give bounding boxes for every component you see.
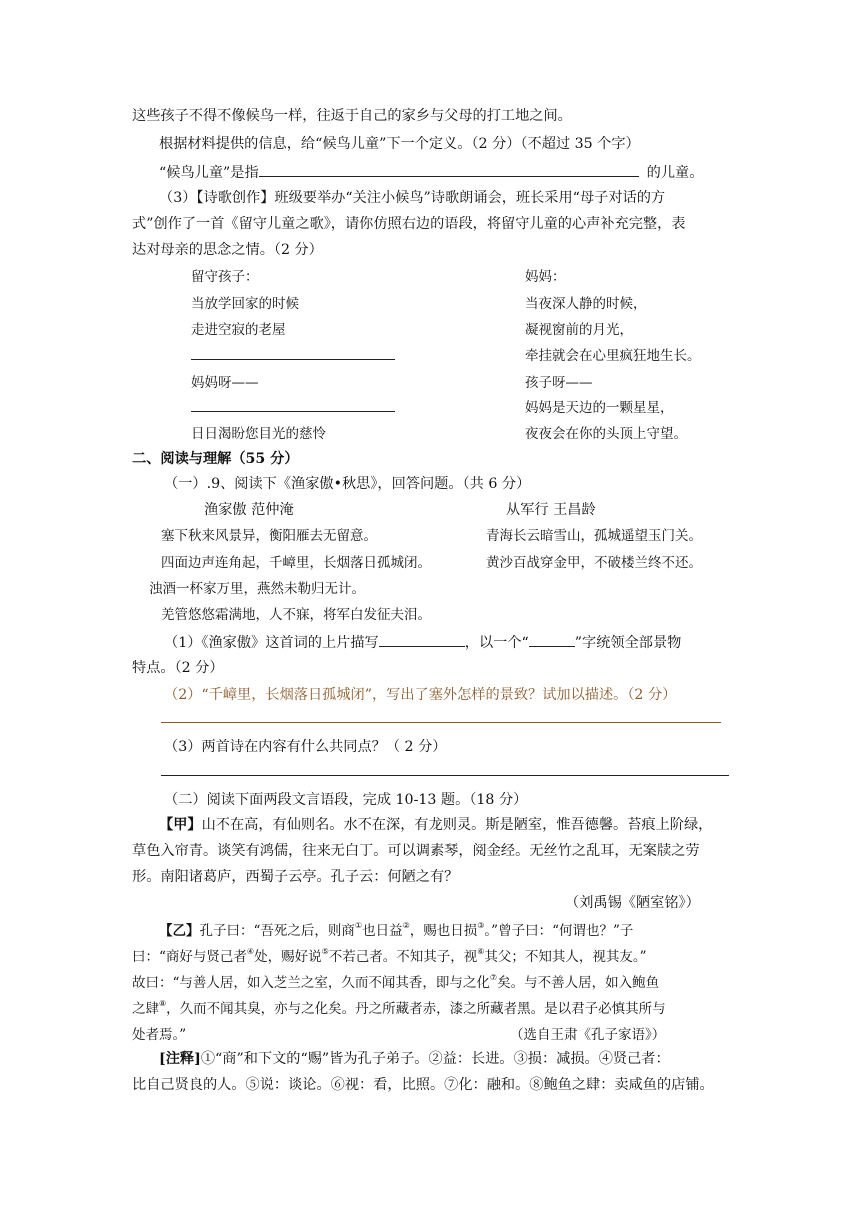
yi-text: 故曰：“与善人居，如入芝兰之室，久而不闻其香，即与之化 xyxy=(132,975,490,991)
yi-source: （选自王肃《孔子家语》） xyxy=(510,1027,666,1043)
define-prompt: 根据材料提供的信息，给“候鸟儿童”下一个定义。（2 分）（不超过 35 个字） xyxy=(159,136,640,152)
define-start: “候鸟儿童”是指 xyxy=(159,165,259,181)
define-end: 的儿童。 xyxy=(646,165,704,181)
yi-text: 之肆 xyxy=(132,1001,159,1017)
poem1-line: 浊酒一杯家万里，燕然未勒归无计。 xyxy=(149,581,365,597)
yi-tag: 【乙】 xyxy=(159,923,200,939)
note-mark: ⑧ xyxy=(159,998,167,1008)
poem1-title: 渔家傲 范仲淹 xyxy=(204,502,294,518)
note-mark: ① xyxy=(354,920,363,930)
note-mark: ③ xyxy=(477,920,485,930)
poem2-line: 黄沙百战穿金甲，不破楼兰终不还。 xyxy=(486,555,702,571)
poem-right-line: 夜夜会在你的头顶上守望。 xyxy=(525,426,687,442)
poem2-title: 从军行 王昌龄 xyxy=(506,502,596,518)
poem2-line: 青海长云暗雪山，孤城遥望玉门关。 xyxy=(486,528,702,544)
q3-line1: （3）【诗歌创作】班级要举办“关注小候鸟”诗歌朗诵会，班长采用“母子对话的方 xyxy=(159,190,666,206)
poem-blank-2[interactable] xyxy=(191,411,395,412)
yi-text: 。”曾子曰：“何谓也？”子 xyxy=(484,923,634,939)
poem-left-line: 日日渴盼您目光的慈怜 xyxy=(191,426,326,442)
q1-part-a: （1）《渔家傲》这首词的上片描写 xyxy=(164,635,379,651)
q2-answer-line[interactable] xyxy=(161,722,721,723)
yi-line2 xyxy=(132,947,647,967)
section2-title: 二、阅读与理解（55 分） xyxy=(132,451,299,467)
poem-left-line: 当放学回家的时候 xyxy=(191,296,299,312)
notes-line2: 比自己贤良的人。⑤说：谈论。⑥视：看，比照。⑦化：融和。⑧鲍鱼之肆：卖咸鱼的店铺。 xyxy=(132,1077,714,1093)
define-answer-line xyxy=(159,162,703,183)
poem-right-line: 妈妈是天边的一颗星星， xyxy=(525,400,674,416)
part2-intro: （二）阅读下面两段文言语段，完成 10-13 题。（18 分） xyxy=(164,792,528,808)
notes-line1 xyxy=(159,1049,670,1069)
notes-text: ①“商”和下文的“赐”皆为孔子弟子。②益：长进。③损：减损。④贤己者： xyxy=(200,1051,670,1067)
poem-right-line: 妈妈： xyxy=(525,269,566,285)
poem-left-line: 妈妈呀—— xyxy=(191,375,259,391)
yi-text: 也日益 xyxy=(362,923,403,939)
poem1-line: 四面边声连角起，千嶂里，长烟落日孤城闭。 xyxy=(161,555,431,571)
note-mark: ② xyxy=(402,920,410,930)
yi-text: ，久而不闻其臭，亦与之化矣。丹之所藏者赤，漆之所藏者黑。是以君子必慎其所与 xyxy=(166,1001,666,1017)
jia-source: （刘禹锡《陋室铭》） xyxy=(565,895,700,911)
yi-text: 矣。与不善人居，如入鲍鱼 xyxy=(497,975,660,991)
q1-blank-word[interactable] xyxy=(529,632,575,647)
q1-part-c: ”字统领全部景物 xyxy=(574,635,682,651)
q3b-answer-line[interactable] xyxy=(161,775,729,776)
intro-line: 这些孩子不得不像候鸟一样，往返于自己的家乡与父母的打工地之间。 xyxy=(132,108,572,124)
yi-text: 孔子曰：“吾死之后，则商 xyxy=(199,923,355,939)
yi-text: 其父；不知其人，视其友。” xyxy=(484,949,647,965)
q1-line2: 特点。（2 分） xyxy=(132,660,224,676)
poem-left-line: 留守孩子： xyxy=(191,269,259,285)
poem1-line: 羌管悠悠霜满地，人不寐，将军白发征夫泪。 xyxy=(161,607,431,623)
note-mark: ⑥ xyxy=(477,946,485,956)
q1-line xyxy=(164,632,681,653)
q2-line: （2）“千嶂里，长烟落日孤城闭”，写出了塞外怎样的景致？试加以描述。（2 分） xyxy=(164,687,677,703)
yi-line1 xyxy=(159,921,633,941)
note-mark: ④ xyxy=(246,946,255,956)
note-mark: ⑤ xyxy=(321,946,329,956)
jia-text: 山不在高，有仙则名。水不在深，有龙则灵。斯是陋室，惟吾德馨。苔痕上阶绿， xyxy=(201,817,713,833)
poem-right-line: 孩子呀—— xyxy=(525,375,593,391)
yi-line5: 处者焉。” xyxy=(132,1027,187,1043)
yi-text: 不若己者。不知其子，视 xyxy=(328,949,478,965)
notes-tag: [注释] xyxy=(159,1051,201,1067)
q3-line3: 达对母亲的思念之情。（2 分） xyxy=(132,242,323,258)
jia-line2: 草色入帘青。谈笑有鸿儒，往来无白丁。可以调素琴，阅金经。无丝竹之乱耳，无案牍之劳 xyxy=(132,843,700,859)
jia-line1 xyxy=(159,815,712,835)
q3b-line: （3）两首诗在内容有什么共同点？（ 2 分） xyxy=(164,739,447,755)
poem1-line: 塞下秋来风景异，衡阳雁去无留意。 xyxy=(161,528,377,544)
poem-left-line: 走进空寂的老屋 xyxy=(191,322,286,338)
poem-right-line: 牵挂就会在心里疯狂地生长。 xyxy=(525,348,701,364)
yi-text: 处，赐好说 xyxy=(254,949,322,965)
jia-tag: 【甲】 xyxy=(159,817,202,833)
yi-text: 曰：“商好与贤己者 xyxy=(132,949,247,965)
q3-line2: 式”创作了一首《留守儿童之歌》，请你仿照右边的语段，将留守儿童的心声补充完整，表 xyxy=(132,216,686,232)
note-mark: ⑦ xyxy=(489,972,498,982)
q1-blank-scene[interactable] xyxy=(379,632,465,647)
poem-right-line: 当夜深人静的时候， xyxy=(525,296,647,312)
yi-line3 xyxy=(132,973,659,993)
q1-part-b: ，以一个“ xyxy=(464,635,529,651)
poem-right-line: 凝视窗前的月光， xyxy=(525,322,633,338)
poem-blank-1[interactable] xyxy=(191,359,395,360)
jia-line3: 形。南阳诸葛庐，西蜀子云亭。孔子云：何陋之有？ xyxy=(132,869,459,885)
yi-text: ，赐也日损 xyxy=(409,923,478,939)
part1-intro: （一）.9、阅读下《渔家傲•秋思》，回答问题。（共 6 分） xyxy=(164,476,531,492)
define-answer-blank[interactable] xyxy=(259,162,639,177)
yi-line4 xyxy=(132,999,666,1019)
